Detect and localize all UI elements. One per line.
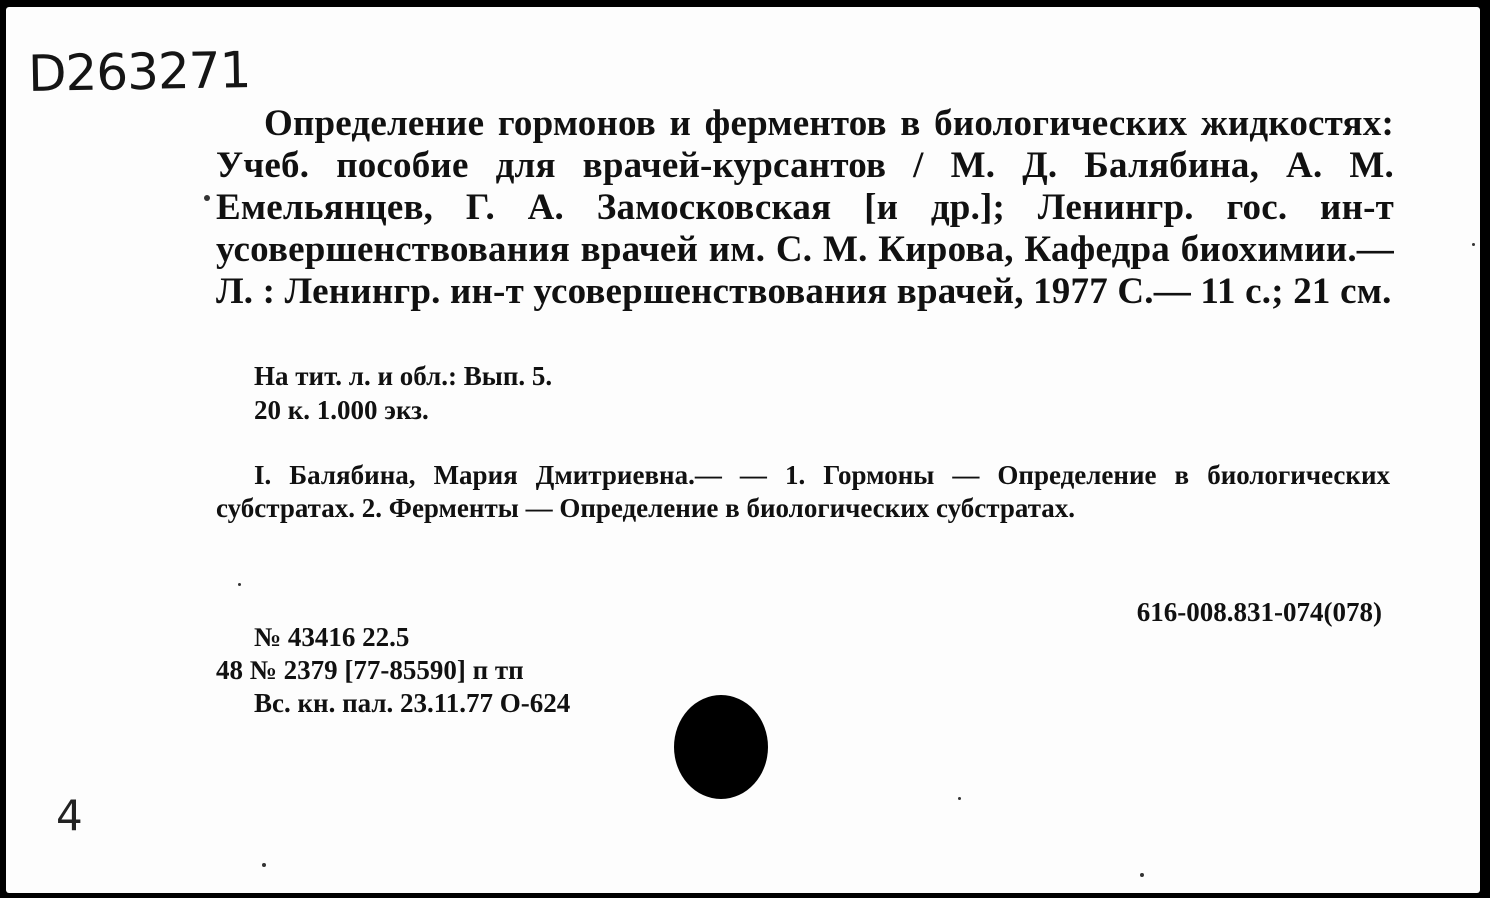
udc-code: 616-008.831-074(078)	[1136, 597, 1382, 627]
note-line-2: 20 к. 1.000 экз.	[254, 395, 429, 425]
note-line-1: На тит. л. и обл.: Вып. 5.	[254, 361, 553, 391]
bibliographic-entry	[216, 103, 1394, 313]
speck	[238, 583, 241, 586]
footer-line-1: № 43416 22.5	[254, 622, 410, 652]
speck	[958, 797, 961, 800]
footer-line-2: 48 № 2379 [77-85590] п тп	[216, 655, 524, 685]
subject-headings: I. Балябина, Мария Дмитриевна.— — 1. Гормоны — Определение в биологических субстратах. 2. Ферменты — Определение в биологических субстратах.	[216, 460, 1390, 523]
card-footer	[216, 621, 570, 720]
entry-notes	[254, 359, 552, 427]
speck	[262, 863, 266, 867]
catalog-card	[6, 7, 1480, 893]
entry-body: гормонов и ферментов в биологических жидкостях: Учеб. пособие для врачей-курсантов / М. Д. Балябина, А. М. Емельянцев, Г. А. Замосковская [и др.]; Ленингр. гос. ин-т усовершенствования врачей им. С. М. Кирова, Кафедра биохимии.— Л. : Ленингр. ин-т усовершенствования врачей, 1977 С.— 11 с.; 21 см.	[216, 103, 1394, 312]
handwritten-mark: 4	[56, 791, 83, 840]
handwritten-number: D263271	[27, 41, 251, 103]
punch-hole	[674, 695, 768, 799]
speck	[204, 195, 210, 201]
speck	[1472, 243, 1475, 246]
footer-line-3: Вс. кн. пал. 23.11.77 О-624	[254, 688, 571, 718]
speck	[1140, 873, 1144, 877]
entry-title-lead: Определение	[264, 103, 485, 144]
